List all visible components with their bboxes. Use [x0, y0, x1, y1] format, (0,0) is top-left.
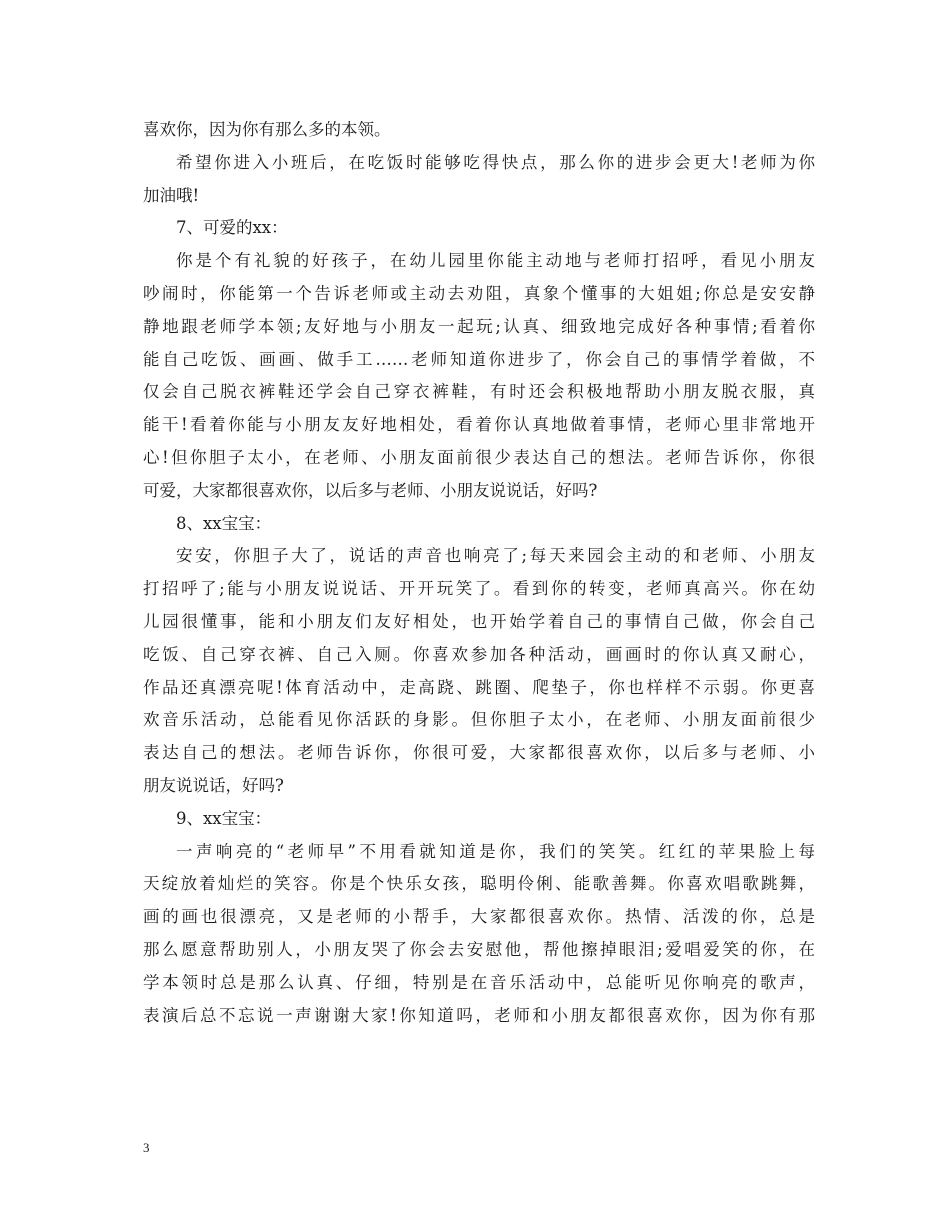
text-line: 安安，你胆子大了，说话的声音也响亮了;每天来园会主动的和老师、小朋友: [176, 546, 815, 566]
text-line: 吵闹时，你能第一个告诉老师或主动去劝阻，真象个懂事的大姐姐;你总是安安静: [143, 283, 815, 303]
text-line: 仅会自己脱衣裤鞋还学会自己穿衣裤鞋，有时还会积极地帮助小朋友脱衣服，真: [143, 382, 815, 402]
text-line: 9、xx宝宝：: [176, 808, 272, 828]
text-line: 能自己吃饭、画画、做手工……老师知道你进步了，你会自己的事情学着做，不: [143, 349, 815, 369]
text-line: 吃饭、自己穿衣裤、自己入厕。你喜欢参加各种活动，画画时的你认真又耐心，: [143, 644, 815, 664]
document-body: [143, 114, 815, 1032]
page-number: 3: [143, 1140, 150, 1155]
text-line: 你是个有礼貌的好孩子，在幼儿园里你能主动地与老师打招呼，看见小朋友: [176, 251, 815, 271]
text-line: 欢音乐活动，总能看见你活跃的身影。但你胆子太小，在老师、小朋友面前很少: [143, 710, 815, 730]
text-line: 打招呼了;能与小朋友说说话、开开玩笑了。看到你的转变，老师真高兴。你在幼: [143, 579, 815, 599]
text-line: 8、xx宝宝：: [176, 513, 272, 533]
text-line: 表达自己的想法。老师告诉你，你很可爱，大家都很喜欢你，以后多与老师、小: [143, 743, 815, 763]
text-line: 加油哦!: [143, 185, 200, 205]
text-line: 静地跟老师学本领;友好地与小朋友一起玩;认真、细致地完成好各种事情;看着你: [143, 316, 815, 336]
text-line: 画的画也很漂亮，又是老师的小帮手，大家都很喜欢你。热情、活泼的你，总是: [143, 907, 815, 927]
text-line: 心!但你胆子太小，在老师、小朋友面前很少表达自己的想法。老师告诉你，你很: [143, 447, 815, 467]
text-line: 一声响亮的“老师早”不用看就知道是你，我们的笑笑。红红的苹果脸上每: [176, 841, 815, 861]
text-line: 学本领时总是那么认真、仔细，特别是在音乐活动中，总能听见你响亮的歌声，: [143, 972, 815, 992]
text-line: 能干!看着你能与小朋友友好地相处，看着你认真地做着事情，老师心里非常地开: [143, 415, 815, 435]
text-line: 表演后总不忘说一声谢谢大家!你知道吗，老师和小朋友都很喜欢你，因为你有那: [143, 1005, 815, 1025]
text-line: 儿园很懂事，能和小朋友们友好相处，也开始学着自己的事情自己做，你会自己: [143, 611, 815, 631]
text-line: 7、可爱的xx：: [176, 218, 288, 238]
text-line: 朋友说说话，好吗?: [143, 775, 284, 795]
text-line: 希望你进入小班后，在吃饭时能够吃得快点，那么你的进步会更大!老师为你: [176, 152, 815, 172]
text-line: 喜欢你，因为你有那么多的本领。: [143, 120, 391, 139]
text-line: 天绽放着灿烂的笑容。你是个快乐女孩，聪明伶俐、能歌善舞。你喜欢唱歌跳舞，: [143, 874, 815, 894]
text-line: 可爱，大家都很喜欢你，以后多与老师、小朋友说说话，好吗?: [143, 480, 598, 500]
text-line: 那么愿意帮助别人，小朋友哭了你会去安慰他，帮他擦掉眼泪;爱唱爱笑的你，在: [143, 939, 815, 959]
text-line: 作品还真漂亮呢!体育活动中，走高跷、跳圈、爬垫子，你也样样不示弱。你更喜: [143, 677, 815, 697]
